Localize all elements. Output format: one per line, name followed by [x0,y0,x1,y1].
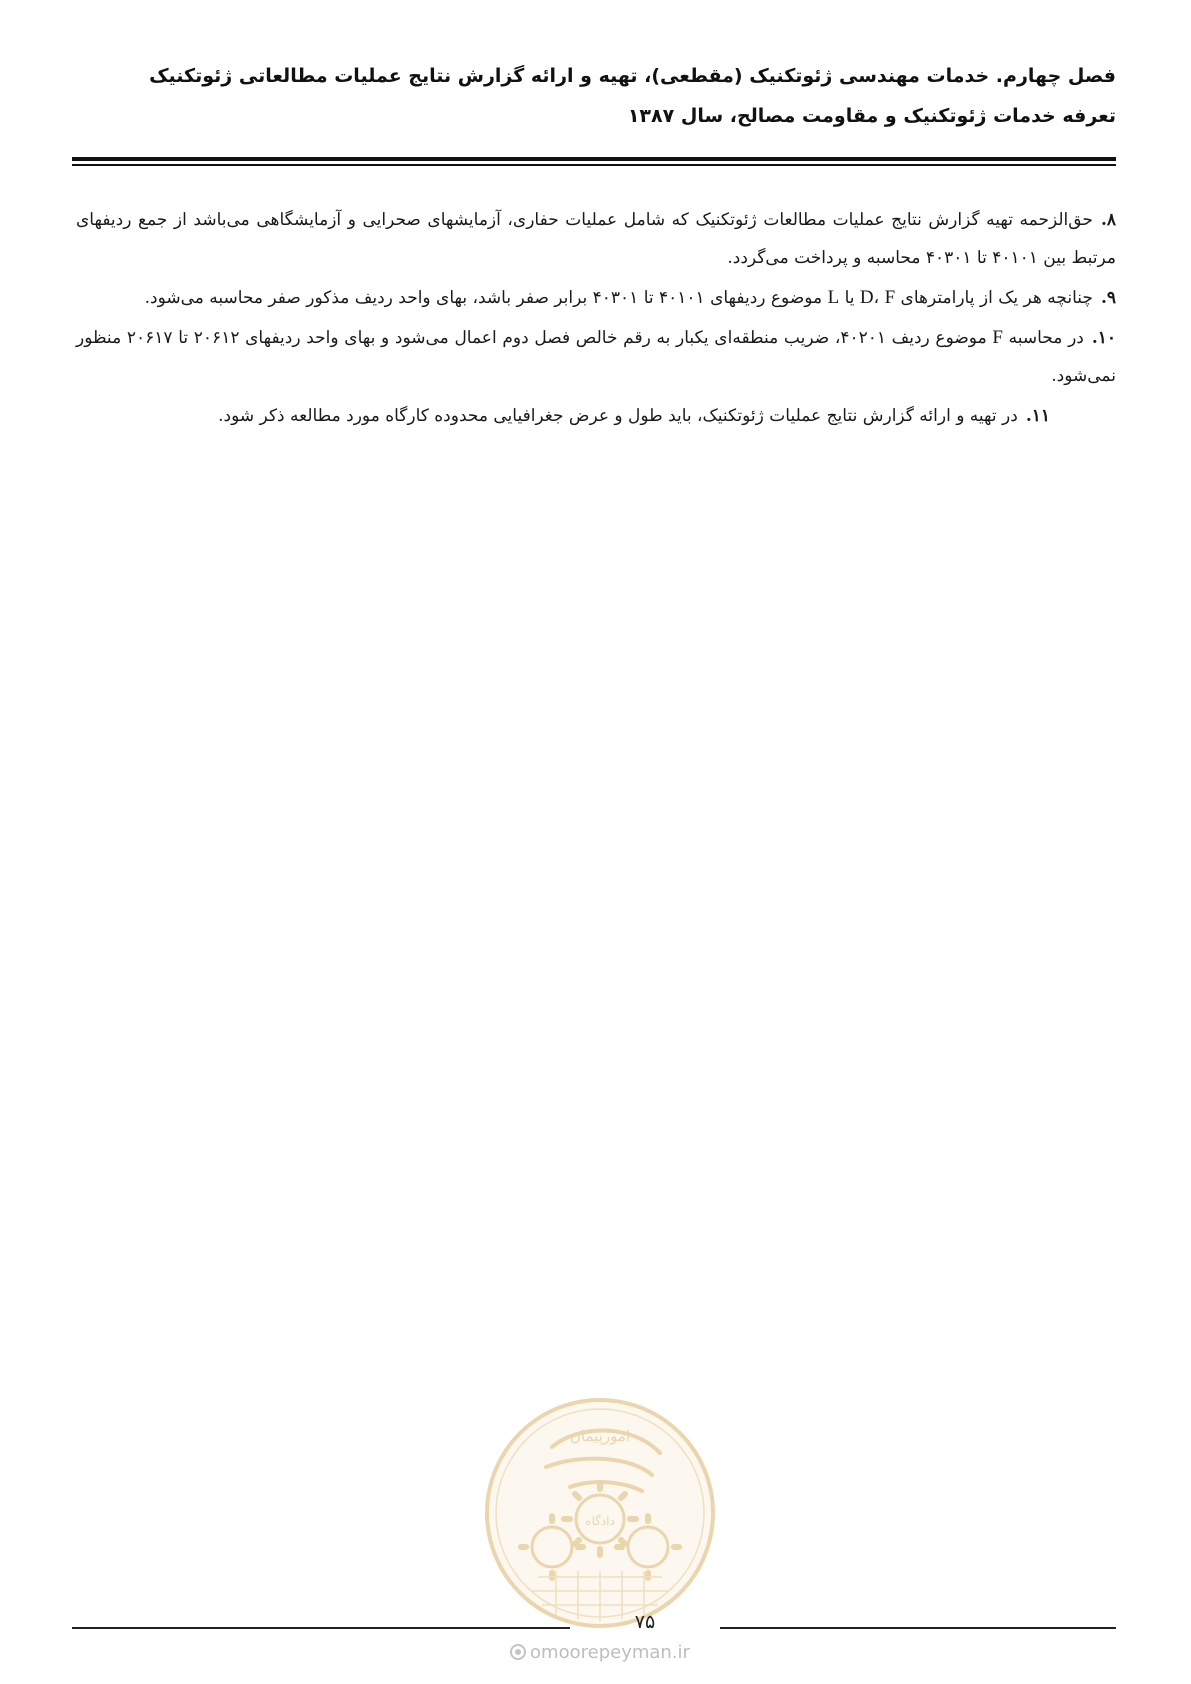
note-text-a: در محاسبه [1008,328,1084,348]
seal-script: امورپیمان [569,1427,631,1445]
watermark [490,1639,710,1665]
document-title: تعرفه خدمات ژئوتکنیک و مقاومت مصالح، سال ۱۳۸۷ [627,105,1116,127]
note-number: ۹. [1100,288,1116,308]
note-text-or: یا [844,288,855,308]
page-header [76,56,1116,136]
note-8 [76,201,1116,277]
param-d: D [859,287,874,308]
seal-center-text: دادگاه [585,1514,615,1528]
watermark-text: omoorepeyman.ir [530,1641,690,1663]
note-text: حق‌الزحمه تهیه گزارش نتایج عملیات مطالعات ژئوتکنیک که شامل عملیات حفاری، آزمایشهای صحرایی و آزمایشگاهی می‌باشد از جمع ردیفهای مرتبط بین ۴۰۱۰۱ تا ۴۰۳۰۱ محاسبه و پرداخت می‌گردد. [76,210,1116,268]
param-l: L [827,287,840,308]
note-number: ۱۰. [1091,328,1117,348]
notes-list [76,201,1116,437]
param-separator: ، [873,288,880,308]
footer-rule-right [720,1627,1116,1629]
note-text: در تهیه و ارائه گزارش نتایج عملیات ژئوتکنیک، باید طول و عرض جغرافیایی محدوده کارگاه مورد مطالعه ذکر شود. [218,406,1018,426]
seal-logo [482,1395,718,1631]
note-number: ۱۱. [1025,406,1050,426]
note-9 [76,279,1116,317]
note-text-b: موضوع ردیفهای ۴۰۱۰۱ تا ۴۰۳۰۱ برابر صفر باشد، بهای واحد ردیف مذکور صفر محاسبه می‌شود. [144,288,823,308]
note-text-b: موضوع ردیف ۴۰۲۰۱، ضریب منطقه‌ای یکبار به رقم خالص فصل دوم اعمال می‌شود و بهای واحد ردیفهای ۲۰۶۱۲ تا ۲۰۶۱۷ منظور نمی‌شود. [76,328,1116,386]
page-number: ۷۵ [634,1611,656,1633]
watermark-logo-icon [510,1644,526,1660]
param-f: F [992,327,1003,348]
param-f: F [884,287,896,308]
note-10 [76,319,1116,395]
header-rule-thin [72,164,1116,166]
note-text-a: چنانچه هر یک از پارامترهای [900,288,1093,308]
note-number: ۸. [1100,210,1116,230]
header-rule-thick [72,157,1116,161]
footer-rule-left [72,1627,570,1629]
note-11 [76,397,1116,435]
chapter-title: فصل چهارم. خدمات مهندسی ژئوتکنیک (مقطعی)، تهیه و ارائه گزارش نتایج عملیات مطالعاتی ژئوتکنیک [149,65,1116,87]
